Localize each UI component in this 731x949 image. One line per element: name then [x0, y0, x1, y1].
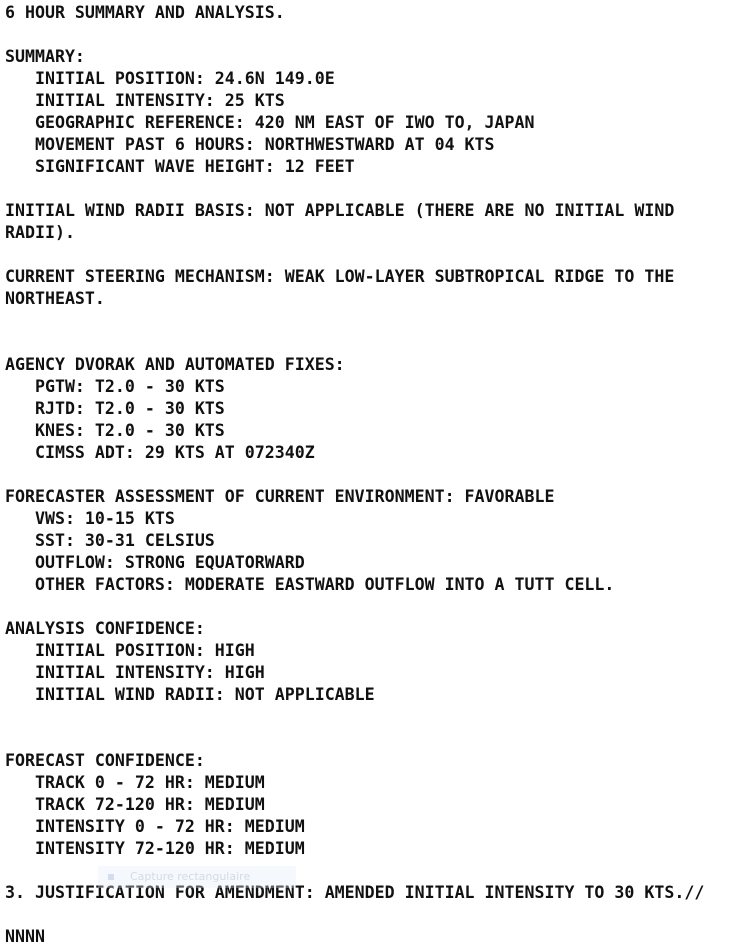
bulletin-text	[5, 2, 704, 948]
snip-tooltip	[98, 866, 296, 888]
text-line: NNNN	[5, 927, 45, 946]
text-line: INITIAL WIND RADII BASIS: NOT APPLICABLE (THERE ARE NO INITIAL WIND	[5, 201, 675, 220]
text-line: 6 HOUR SUMMARY AND ANALYSIS.	[5, 3, 285, 22]
text-line: INITIAL INTENSITY: HIGH	[5, 663, 265, 682]
capture-icon	[108, 874, 114, 880]
text-line: FORECASTER ASSESSMENT OF CURRENT ENVIRONMENT: FAVORABLE	[5, 487, 555, 506]
text-line: NORTHEAST.	[5, 289, 105, 308]
text-line: ANALYSIS CONFIDENCE:	[5, 619, 205, 638]
text-line: OTHER FACTORS: MODERATE EASTWARD OUTFLOW INTO A TUTT CELL.	[5, 575, 615, 594]
text-line: INTENSITY 72-120 HR: MEDIUM	[5, 839, 305, 858]
text-line: INTENSITY 0 - 72 HR: MEDIUM	[5, 817, 305, 836]
text-line: RADII).	[5, 223, 75, 242]
text-line: OUTFLOW: STRONG EQUATORWARD	[5, 553, 305, 572]
blank-line	[5, 244, 704, 266]
text-line: FORECAST CONFIDENCE:	[5, 751, 205, 770]
text-line: TRACK 0 - 72 HR: MEDIUM	[5, 773, 265, 792]
text-line: INITIAL POSITION: HIGH	[5, 641, 255, 660]
text-line: KNES: T2.0 - 30 KTS	[5, 421, 225, 440]
blank-line	[5, 310, 704, 332]
blank-line	[5, 332, 704, 354]
text-line: 3. JUSTIFICATION FOR AMENDMENT: AMENDED INITIAL INTENSITY TO 30 KTS.//	[5, 883, 705, 902]
text-line: VWS: 10-15 KTS	[5, 509, 175, 528]
text-line: AGENCY DVORAK AND AUTOMATED FIXES:	[5, 355, 345, 374]
text-line: SUMMARY:	[5, 47, 85, 66]
blank-line	[5, 596, 704, 618]
blank-line	[5, 706, 704, 728]
blank-line	[5, 904, 704, 926]
blank-line	[5, 178, 704, 200]
tooltip-label: Capture rectangulaire	[130, 870, 251, 883]
text-line: CURRENT STEERING MECHANISM: WEAK LOW-LAYER SUBTROPICAL RIDGE TO THE	[5, 267, 675, 286]
text-line: SST: 30-31 CELSIUS	[5, 531, 215, 550]
text-line: MOVEMENT PAST 6 HOURS: NORTHWESTWARD AT 04 KTS	[5, 135, 495, 154]
text-line: CIMSS ADT: 29 KTS AT 072340Z	[5, 443, 315, 462]
text-line: RJTD: T2.0 - 30 KTS	[5, 399, 225, 418]
text-line: GEOGRAPHIC REFERENCE: 420 NM EAST OF IWO TO, JAPAN	[5, 113, 535, 132]
text-line: SIGNIFICANT WAVE HEIGHT: 12 FEET	[5, 157, 355, 176]
text-line: PGTW: T2.0 - 30 KTS	[5, 377, 225, 396]
blank-line	[5, 728, 704, 750]
blank-line	[5, 24, 704, 46]
text-line: TRACK 72-120 HR: MEDIUM	[5, 795, 265, 814]
text-line: INITIAL WIND RADII: NOT APPLICABLE	[5, 685, 375, 704]
text-line: INITIAL POSITION: 24.6N 149.0E	[5, 69, 335, 88]
blank-line	[5, 464, 704, 486]
text-line: INITIAL INTENSITY: 25 KTS	[5, 91, 285, 110]
